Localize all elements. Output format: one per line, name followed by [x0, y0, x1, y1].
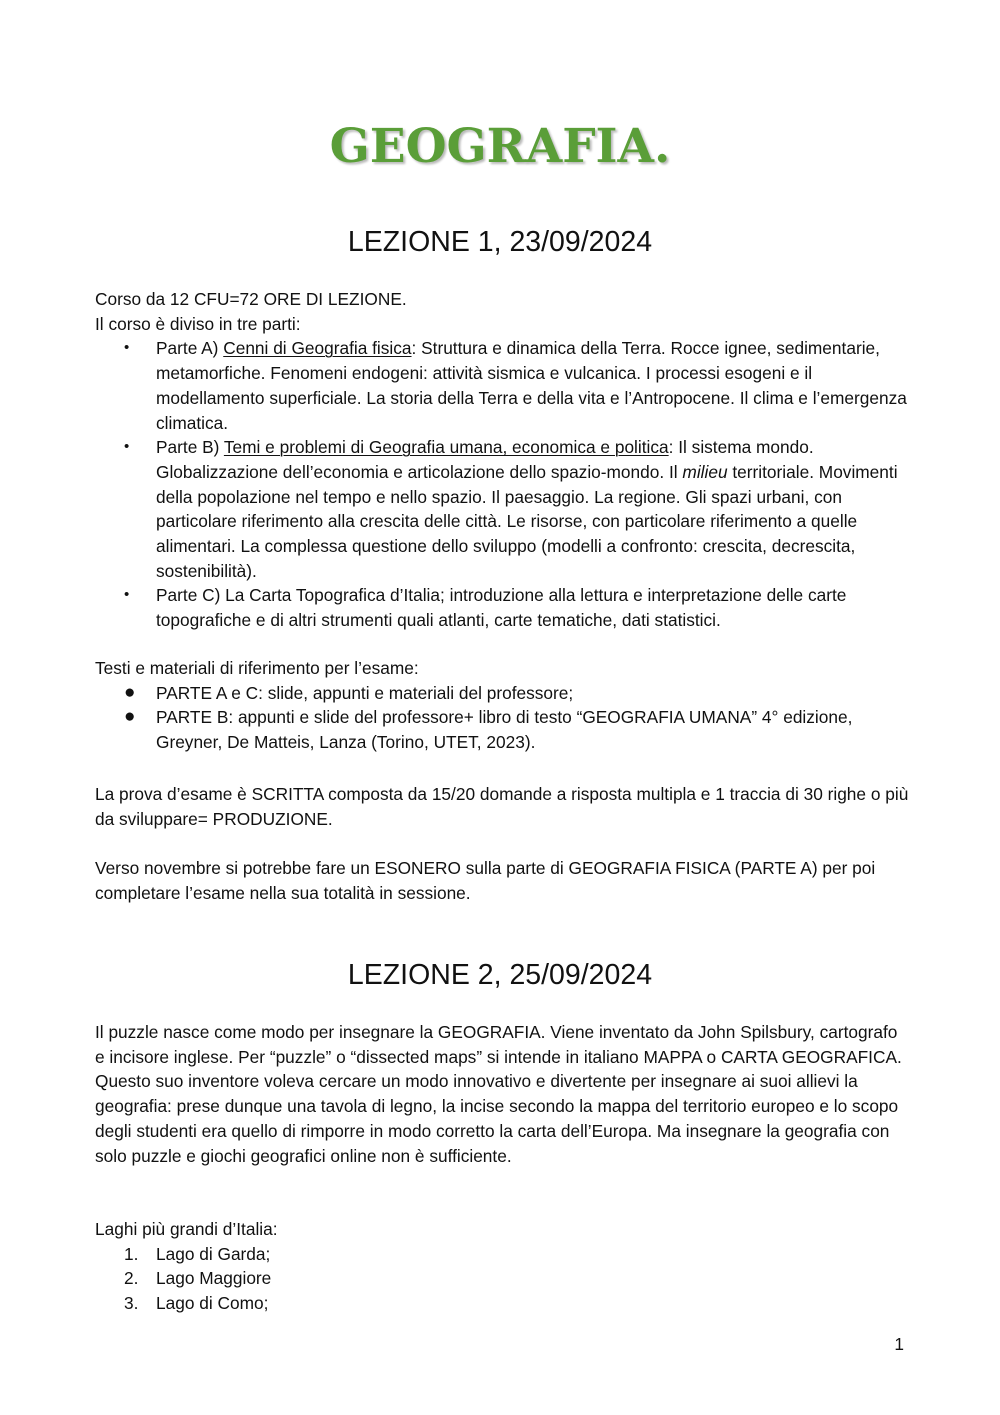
lesson-1-intro — [95, 287, 910, 633]
list-item: 1. Lago di Garda; — [95, 1242, 910, 1267]
materials-list — [95, 681, 910, 755]
part-b-topic: Temi e problemi di Geografia umana, economica e politica — [223, 437, 669, 458]
list-item: • Parte A) Cenni di Geografia fisica: Struttura e dinamica della Terra. Rocce ignee, sedimentarie, metamorfiche. Fenomeni endogeni: attività sismica e vulcanica. I processi esogeni e il modellamento superficiale. La storia della Terra e della vita e l’Antropocene. Il clima e l’emergenza climatica. — [124, 338, 907, 433]
list-number: 2. — [124, 1268, 139, 1289]
exam-format-paragraph: La prova d’esame è SCRITTA composta da 15/20 domande a risposta multipla e 1 traccia di 30 righe o più da sviluppare= PRODUZIONE. — [95, 784, 909, 829]
page-number: 1 — [894, 1334, 904, 1354]
list-item: ● PARTE B: appunti e slide del professore+ libro di testo “GEOGRAFIA UMANA” 4° edizione, Greyner, De Matteis, Lanza (Torino, UTET, 2023). — [124, 706, 853, 753]
course-credits-line: Corso da 12 CFU=72 ORE DI LEZIONE. — [95, 289, 407, 309]
esonero-paragraph: Verso novembre si potrebbe fare un ESONERO sulla parte di GEOGRAFIA FISICA (PARTE A) per poi completare l’esame nella sua totalità in sessione. — [95, 858, 876, 903]
list-item: ● PARTE A e C: slide, appunti e materiali del professore; — [95, 681, 910, 706]
part-a-topic: Cenni di Geografia fisica — [223, 338, 412, 359]
lesson-1-heading: LEZIONE 1, 23/09/2024 — [347, 226, 653, 258]
lesson-2-body — [95, 1020, 910, 1168]
document-title: GEOGRAFIA. — [329, 119, 671, 174]
lakes-section — [95, 1217, 910, 1316]
lesson-2-heading: LEZIONE 2, 25/09/2024 — [347, 959, 653, 991]
bullet-icon: • — [124, 438, 130, 456]
bullet-icon: • — [124, 586, 130, 604]
exam-materials — [95, 656, 910, 755]
lakes-intro: Laghi più grandi d’Italia: — [95, 1219, 278, 1239]
bullet-icon: ● — [124, 681, 136, 703]
lakes-list — [95, 1242, 910, 1316]
course-parts-list — [95, 336, 910, 632]
list-number: 1. — [124, 1243, 139, 1264]
list-item: 2. Lago Maggiore — [95, 1266, 910, 1291]
list-item: • Parte B) Temi e problemi di Geografia umana, economica e politica: Il sistema mondo. Globalizzazione dell’economia e articolazione dello spazio-mondo. Il milieu territoriale. Movimenti della popolazione nel tempo e nello spazio. Il paesaggio. La regione. Gli spazi urbani, con particolare riferimento alla crescita delle città. Le risorse, con particolare riferimento a quelle alimentari. La complessa questione dello sviluppo (modelli a confronto: crescita, decrescita, sostenibilità). — [124, 437, 898, 581]
list-item: • Parte C) La Carta Topografica d’Italia; introduzione alla lettura e interpretazione delle carte topografiche e di altri strumenti quali atlanti, carte tematiche, dati statistici. — [124, 585, 847, 631]
materials-intro: Testi e materiali di riferimento per l’esame: — [95, 658, 419, 678]
italic-term: milieu — [682, 461, 728, 482]
bullet-icon: • — [124, 339, 130, 357]
bullet-icon: ● — [124, 706, 136, 728]
course-parts-intro: Il corso è diviso in tre parti: — [95, 313, 301, 334]
list-number: 3. — [124, 1293, 139, 1314]
inventor-paragraph: Questo suo inventore voleva cercare un modo innovativo e divertente per insegnare ai suoi allievi la geografia: prese dunque una tavola di legno, la incise secondo la mappa del territorio europeo e lo scopo degli studenti era quello di rimporre in modo corretto la carta dell’Europa. Ma insegnare la geografia con solo puzzle e giochi geografici online non è sufficiente. — [95, 1071, 899, 1166]
list-item: 3. Lago di Como; — [95, 1291, 910, 1316]
puzzle-paragraph: Il puzzle nasce come modo per insegnare la GEOGRAFIA. Viene inventato da John Spilsbury, cartografo e incisore inglese. Per “puzzle” o “dissected maps” si intende in italiano MAPPA o CARTA GEOGRAFICA. — [95, 1022, 902, 1067]
